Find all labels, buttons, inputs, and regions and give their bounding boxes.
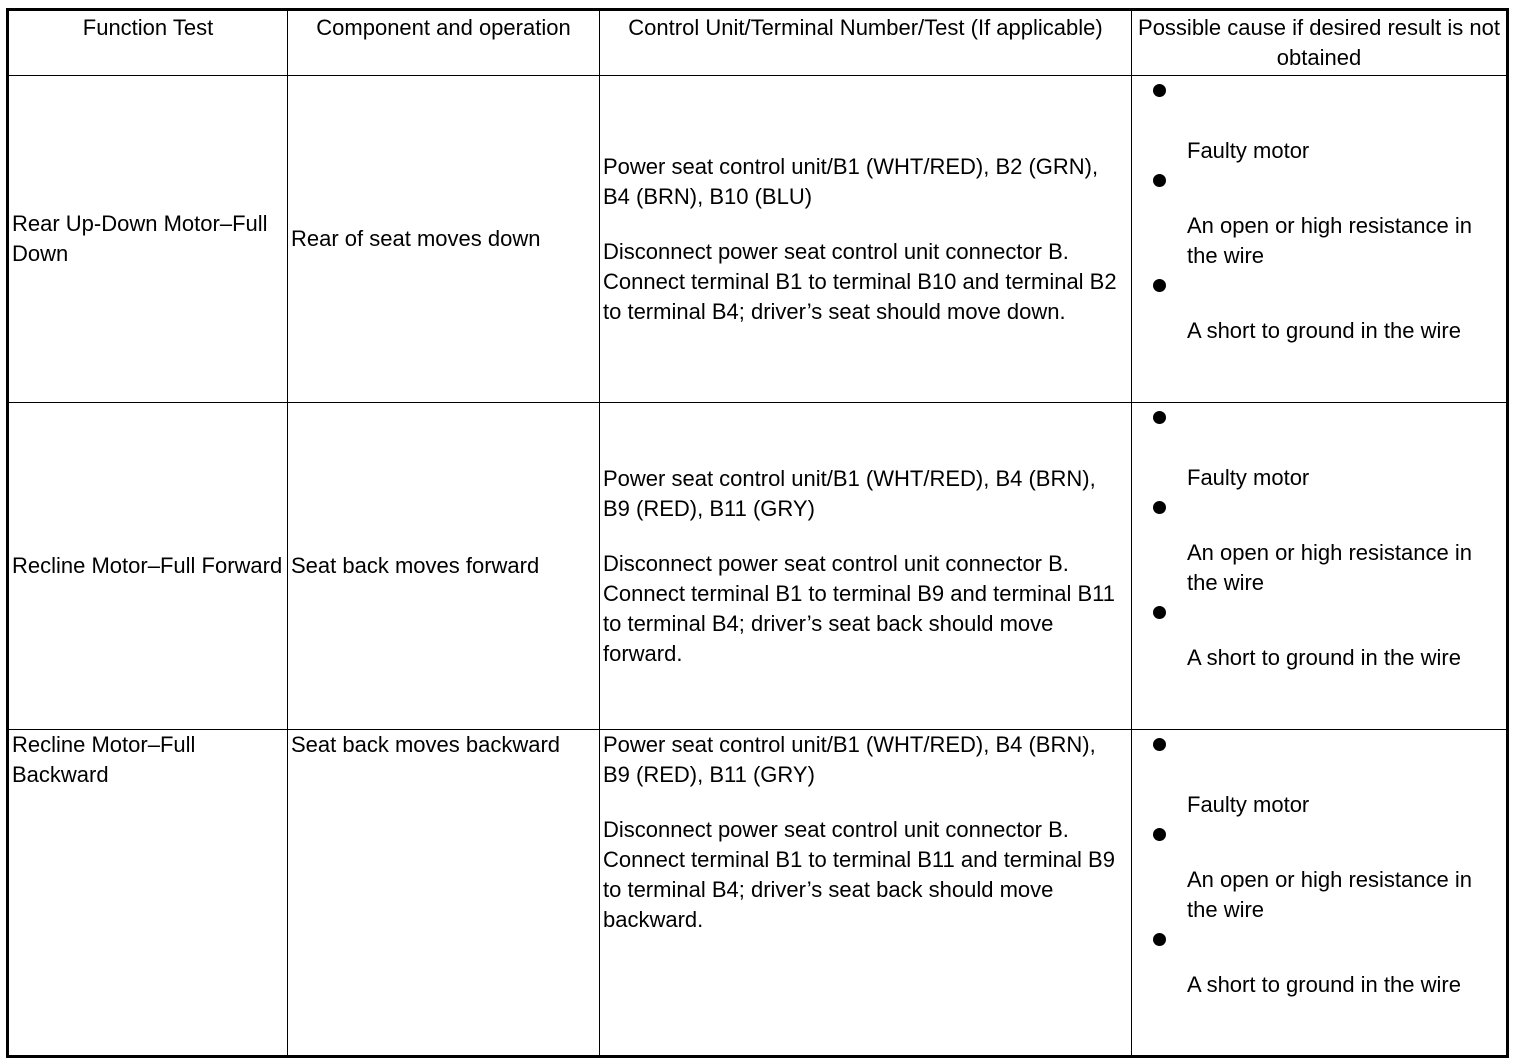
bullet-icon xyxy=(1153,606,1166,619)
test-procedure-text: Disconnect power seat control unit connector B. Connect terminal B1 to terminal B11 and terminal B9 to terminal B4; driver’s seat back should move backward. xyxy=(603,817,1115,932)
causes-cell xyxy=(1132,730,1508,1057)
header-function-test: Function Test xyxy=(8,10,288,76)
bullet-icon xyxy=(1153,279,1166,292)
function-cell: Recline Motor–Full Forward xyxy=(8,403,288,730)
control-unit-text: Power seat control unit/B1 (WHT/RED), B4 (BRN), B9 (RED), B11 (GRY) xyxy=(603,465,1096,521)
table-row xyxy=(8,76,1508,403)
header-row xyxy=(8,10,1508,76)
cause-item: A short to ground in the wire xyxy=(1135,598,1503,673)
bullet-icon xyxy=(1153,738,1166,751)
cause-item: An open or high resistance in the wire xyxy=(1135,493,1503,598)
causes-list xyxy=(1135,76,1503,346)
causes-list xyxy=(1135,403,1503,673)
cause-item: Faulty motor xyxy=(1135,76,1503,166)
cause-item: A short to ground in the wire xyxy=(1135,925,1503,1000)
header-component-operation: Component and operation xyxy=(288,10,600,76)
function-cell: Recline Motor–Full Backward xyxy=(8,730,288,1057)
bullet-icon xyxy=(1153,501,1166,514)
test-procedure-text: Disconnect power seat control unit connector B. Connect terminal B1 to terminal B9 and terminal B11 to terminal B4; driver’s seat back should move forward. xyxy=(603,550,1115,666)
cause-item: Faulty motor xyxy=(1135,403,1503,493)
causes-cell xyxy=(1132,76,1508,403)
cause-item: An open or high resistance in the wire xyxy=(1135,820,1503,925)
causes-cell xyxy=(1132,403,1508,730)
control-unit-cell xyxy=(600,403,1132,730)
test-procedure-text: Disconnect power seat control unit connector B. Connect terminal B1 to terminal B10 and terminal B2 to terminal B4; driver’s seat should move down. xyxy=(603,238,1117,324)
function-cell: Rear Up-Down Motor–Full Down xyxy=(8,76,288,403)
control-unit-text: Power seat control unit/B1 (WHT/RED), B4 (BRN), B9 (RED), B11 (GRY) xyxy=(603,732,1096,787)
cause-item: Faulty motor xyxy=(1135,730,1503,820)
function-test-table xyxy=(6,8,1509,1058)
bullet-icon xyxy=(1153,933,1166,946)
header-control-unit: Control Unit/Terminal Number/Test (If applicable) xyxy=(600,10,1132,76)
bullet-icon xyxy=(1153,84,1166,97)
bullet-icon xyxy=(1153,828,1166,841)
component-cell: Seat back moves backward xyxy=(288,730,600,1057)
bullet-icon xyxy=(1153,174,1166,187)
causes-list xyxy=(1135,730,1503,1000)
cause-item: An open or high resistance in the wire xyxy=(1135,166,1503,271)
control-unit-cell xyxy=(600,76,1132,403)
control-unit-cell xyxy=(600,730,1132,1057)
component-cell: Seat back moves forward xyxy=(288,403,600,730)
table-row xyxy=(8,730,1508,1057)
table-row xyxy=(8,403,1508,730)
control-unit-text: Power seat control unit/B1 (WHT/RED), B2 (GRN), B4 (BRN), B10 (BLU) xyxy=(603,153,1099,209)
cause-item: A short to ground in the wire xyxy=(1135,271,1503,346)
bullet-icon xyxy=(1153,411,1166,424)
component-cell: Rear of seat moves down xyxy=(288,76,600,403)
header-possible-cause: Possible cause if desired result is not obtained xyxy=(1132,10,1508,76)
